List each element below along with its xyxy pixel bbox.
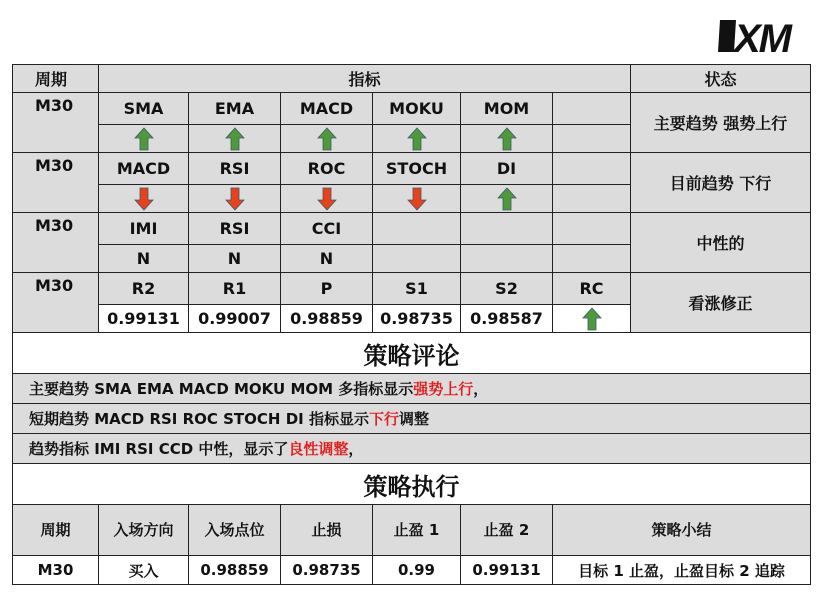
signal-cell	[189, 185, 281, 213]
arrow-down-icon	[407, 187, 427, 211]
indicator-label: SMA	[99, 93, 189, 125]
execution-title-row	[13, 464, 811, 505]
indicator-label: MACD	[281, 93, 373, 125]
signal-cell	[373, 125, 461, 153]
commentary-title-row	[13, 333, 811, 374]
commentary-text: 主要趋势 SMA EMA MACD MOKU MOM 多指标显示	[29, 380, 414, 398]
signal-cell	[281, 185, 373, 213]
status-cell: 目前趋势 下行	[631, 153, 811, 213]
exec-header: 入场方向	[99, 505, 189, 556]
indicator-label: RSI	[189, 153, 281, 185]
indicator-label: ROC	[281, 153, 373, 185]
commentary-line	[13, 374, 811, 404]
arrow-up-icon	[497, 127, 517, 151]
pivot-value: 0.98587	[461, 305, 553, 333]
arrow-up-icon	[582, 307, 602, 331]
signal-cell	[189, 125, 281, 153]
signal-cell	[553, 185, 631, 213]
value-cell: N	[189, 245, 281, 273]
pivot-label: R2	[99, 273, 189, 305]
status-cell: 看涨修正	[631, 273, 811, 333]
exec-header: 止损	[281, 505, 373, 556]
indicator-label: DI	[461, 153, 553, 185]
indicator-label	[553, 213, 631, 245]
commentary-text: 趋势指标 IMI RSI CCD 中性，显示了	[29, 440, 289, 458]
pivot-label: S2	[461, 273, 553, 305]
exec-cell: 买入	[99, 556, 189, 585]
indicator-label: CCI	[281, 213, 373, 245]
status-cell: 主要趋势 强势上行	[631, 93, 811, 153]
arrow-up-icon	[407, 127, 427, 151]
pivot-label: R1	[189, 273, 281, 305]
signal-cell	[553, 125, 631, 153]
row-period: M30	[13, 153, 99, 213]
commentary-text: 短期趋势 MACD RSI ROC STOCH DI 指标显示	[29, 410, 369, 428]
indicator-label: MOM	[461, 93, 553, 125]
indicator-row-trend	[13, 93, 811, 125]
row-period: M30	[13, 213, 99, 273]
arrow-up-icon	[225, 127, 245, 151]
pivot-label: P	[281, 273, 373, 305]
header-status: 状态	[631, 65, 811, 93]
svg-text:XM: XM	[734, 17, 790, 58]
signal-cell	[373, 185, 461, 213]
pivot-label: S1	[373, 273, 461, 305]
commentary-highlight: 良性调整	[288, 440, 349, 458]
commentary-highlight: 下行	[368, 410, 399, 428]
value-cell	[553, 245, 631, 273]
value-cell: N	[99, 245, 189, 273]
pivot-value: 0.99131	[99, 305, 189, 333]
indicator-row-short	[13, 153, 811, 185]
commentary-title: 策略评论	[13, 333, 811, 374]
indicator-label: EMA	[189, 93, 281, 125]
value-cell	[373, 245, 461, 273]
pivot-row	[13, 273, 811, 305]
header-row	[13, 65, 811, 93]
indicator-label	[553, 93, 631, 125]
commentary-highlight: 强势上行	[413, 380, 474, 398]
indicator-label	[553, 153, 631, 185]
commentary-text: 调整	[398, 410, 429, 428]
pivot-label: RC	[553, 273, 631, 305]
exec-cell: 目标 1 止盈，止盈目标 2 追踪	[553, 556, 811, 585]
indicator-label: MOKU	[373, 93, 461, 125]
row-period: M30	[13, 273, 99, 333]
value-cell: N	[281, 245, 373, 273]
signal-cell	[461, 185, 553, 213]
signal-cell	[553, 305, 631, 333]
exec-header: 策略小结	[553, 505, 811, 556]
commentary-text: ，	[348, 440, 364, 458]
indicator-label	[373, 213, 461, 245]
commentary-line	[13, 434, 811, 464]
execution-title: 策略执行	[13, 464, 811, 505]
exec-cell: 0.99131	[461, 556, 553, 585]
exec-cell: M30	[13, 556, 99, 585]
arrow-up-icon	[134, 127, 154, 151]
signal-cell	[461, 125, 553, 153]
exec-header: 入场点位	[189, 505, 281, 556]
signal-cell	[99, 185, 189, 213]
indicator-label: IMI	[99, 213, 189, 245]
signal-cell	[281, 125, 373, 153]
indicator-label: RSI	[189, 213, 281, 245]
exec-cell: 0.98859	[189, 556, 281, 585]
signal-table	[12, 64, 811, 585]
exec-header: 止盈 2	[461, 505, 553, 556]
header-period: 周期	[13, 65, 99, 93]
exec-header: 止盈 1	[373, 505, 461, 556]
arrow-down-icon	[225, 187, 245, 211]
arrow-down-icon	[317, 187, 337, 211]
indicator-label	[461, 213, 553, 245]
header-indicator: 指标	[99, 65, 631, 93]
exec-cell: 0.99	[373, 556, 461, 585]
arrow-up-icon	[497, 187, 517, 211]
row-period: M30	[13, 93, 99, 153]
commentary-text: ，	[473, 380, 489, 398]
xm-logo	[716, 14, 808, 58]
execution-row	[13, 556, 811, 585]
execution-header-row	[13, 505, 811, 556]
signal-cell	[99, 125, 189, 153]
pivot-value: 0.99007	[189, 305, 281, 333]
arrow-up-icon	[317, 127, 337, 151]
indicator-row-neutral	[13, 213, 811, 245]
value-cell	[461, 245, 553, 273]
indicator-label: MACD	[99, 153, 189, 185]
pivot-value: 0.98735	[373, 305, 461, 333]
status-cell: 中性的	[631, 213, 811, 273]
arrow-down-icon	[134, 187, 154, 211]
commentary-line	[13, 404, 811, 434]
exec-cell: 0.98735	[281, 556, 373, 585]
exec-header: 周期	[13, 505, 99, 556]
pivot-value: 0.98859	[281, 305, 373, 333]
indicator-label: STOCH	[373, 153, 461, 185]
